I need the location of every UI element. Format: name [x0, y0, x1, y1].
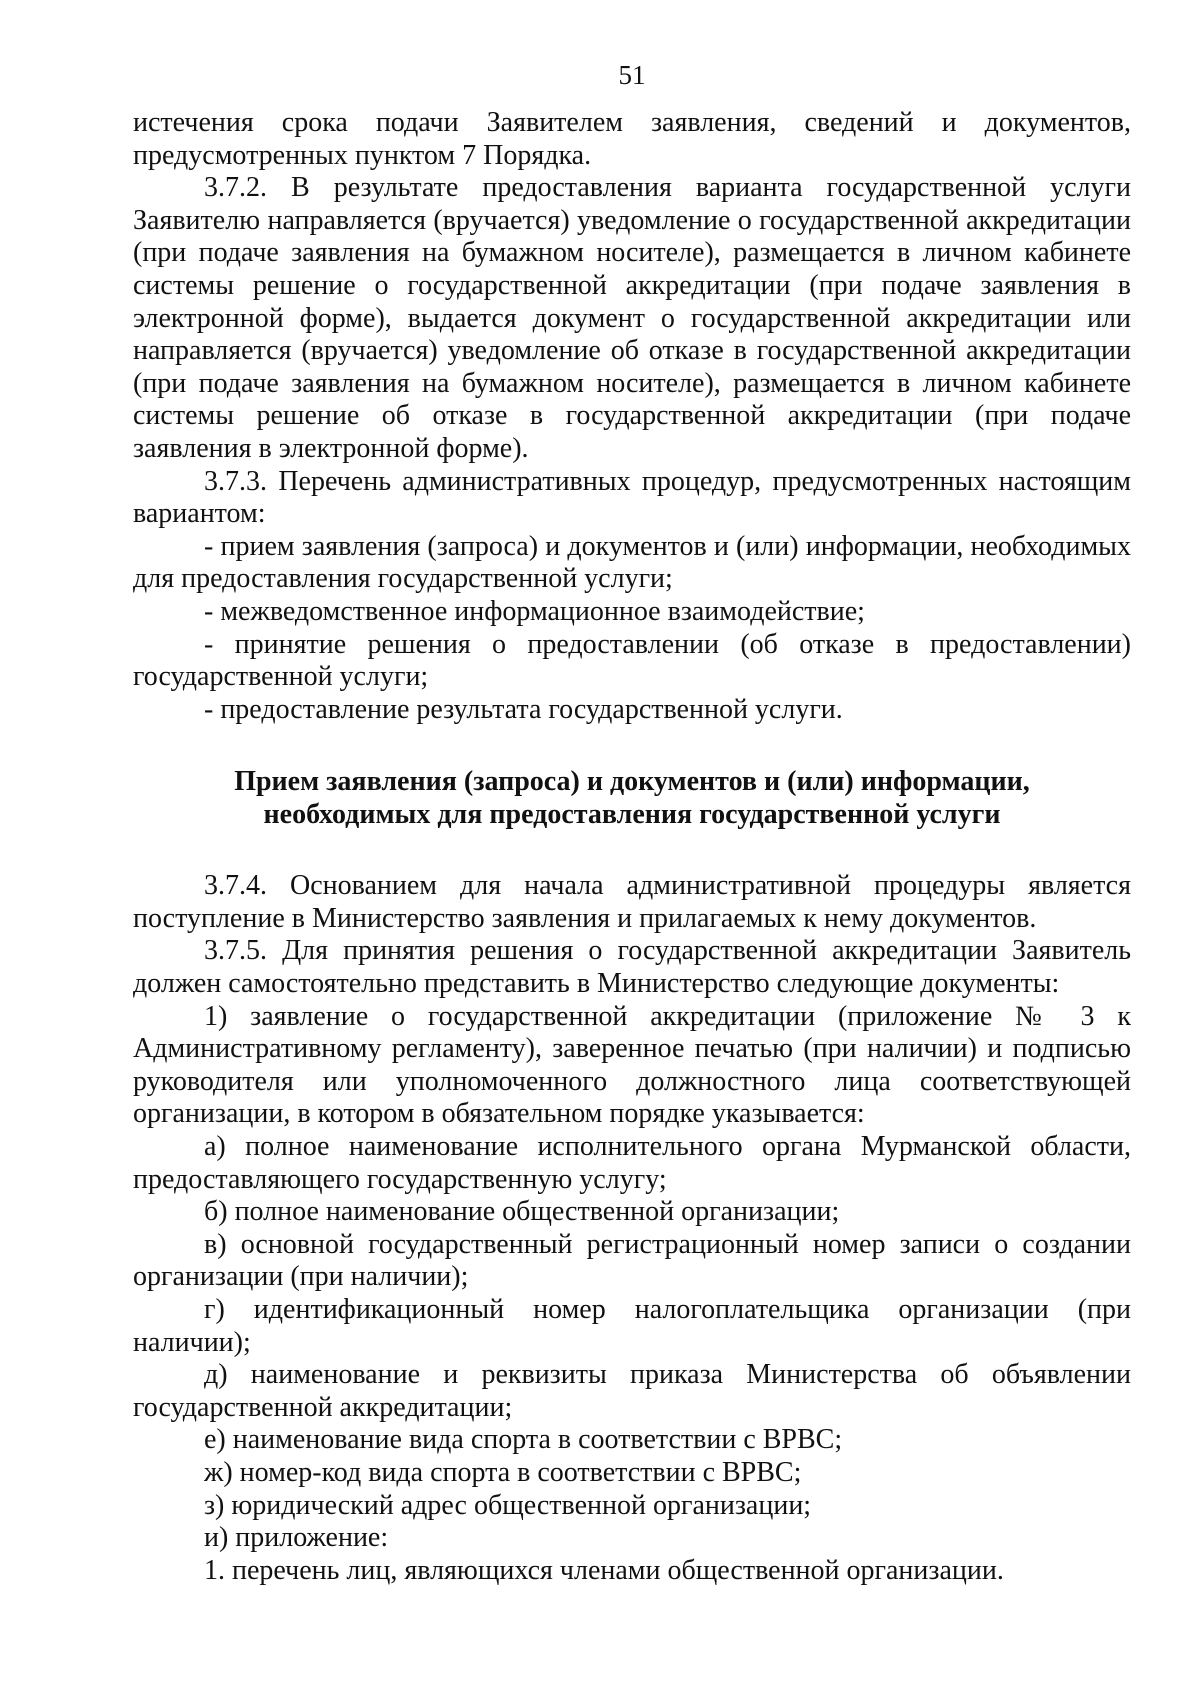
list-item: г) идентификационный номер налогоплательщика организации (при наличии); [133, 1294, 1131, 1358]
list-item: а) полное наименование исполнительного органа Мурманской области, предоставляющего государственную услугу; [133, 1131, 1131, 1195]
list-item: - принятие решения о предоставлении (об отказе в предоставлении) государственной услуги; [133, 628, 1131, 693]
list-item: в) основной государственный регистрационный номер записи о создании организации (при наличии); [133, 1228, 1131, 1293]
paragraph: истечения срока подачи Заявителем заявления, сведений и документов, предусмотренных пунктом 7 Порядка. [133, 107, 1131, 171]
list-item: д) наименование и реквизиты приказа Министерства об объявлении государственной аккредитации; [133, 1359, 1131, 1423]
section-heading-line: необходимых для предоставления государственной услуги [263, 799, 1001, 831]
list-item: ж) номер-код вида спорта в соответствии с ВРВС; [204, 1456, 802, 1488]
document-page [133, 55, 1131, 1587]
paragraph: 3.7.3. Перечень административных процедур, предусмотренных настоящим вариантом: [133, 465, 1131, 530]
list-item: и) приложение: [204, 1522, 389, 1554]
page-number: 51 [618, 60, 646, 90]
list-item: 1. перечень лиц, являющихся членами общественной организации. [204, 1554, 1004, 1586]
paragraphs-before [133, 107, 1131, 726]
list-item: е) наименование вида спорта в соответствии с ВРВС; [204, 1424, 843, 1456]
paragraphs-after [133, 870, 1131, 1587]
list-item: - прием заявления (запроса) и документов и (или) информации, необходимых для предоставления государственной услуги; [133, 530, 1131, 595]
paragraph: 3.7.5. Для принятия решения о государственной аккредитации Заявитель должен самостоятельно представить в Министерство следующие документы: [133, 935, 1131, 1000]
section-heading-line: Прием заявления (запроса) и документов и (или) информации, [234, 766, 1030, 798]
paragraph: 3.7.2. В результате предоставления варианта государственной услуги Заявителю направляется (вручается) уведомление о государственной аккредитации (при подаче заявления на бумажном носителе), размещается в личном кабинете системы решение о государственной аккредитации (при подаче заявления в электронной форме), выдается документ о государственной аккредитации или направляется (вручается) уведомление об отказе в государственной аккредитации (при подаче заявления на бумажном носителе), размещается в личном кабинете системы решение об отказе в государственной аккредитации (при подаче заявления в электронной форме). [133, 172, 1131, 464]
section-heading [133, 765, 1131, 831]
list-item: - предоставление результата государственной услуги. [204, 693, 843, 725]
paragraph: 3.7.4. Основанием для начала административной процедуры является поступление в Министерство заявления и прилагаемых к нему документов. [133, 870, 1131, 934]
list-item: - межведомственное информационное взаимодействие; [204, 595, 865, 627]
list-item: 1) заявление о государственной аккредитации (приложение № 3 к Административному регламенту), заверенное печатью (при наличии) и подписью руководителя или уполномоченного должностного лица соответствующей организации, в котором в обязательном порядке указывается: [133, 1000, 1131, 1130]
list-item: б) полное наименование общественной организации; [204, 1196, 840, 1228]
list-item: з) юридический адрес общественной организации; [204, 1489, 812, 1521]
